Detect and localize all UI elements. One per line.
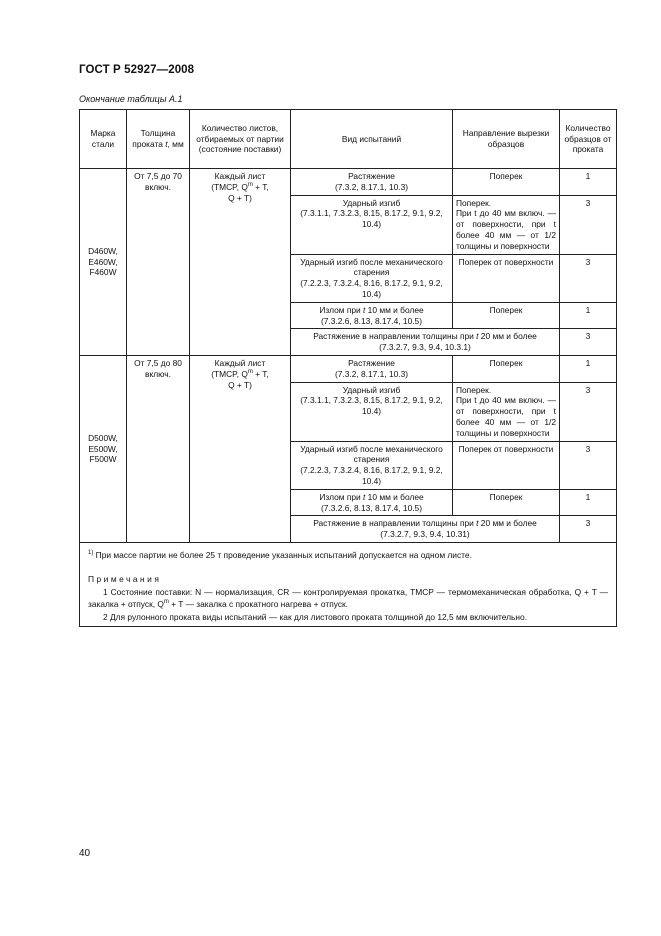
- count-cell: 3: [560, 516, 617, 543]
- direction-cell: Поперек: [453, 302, 560, 329]
- count-cell: 3: [560, 254, 617, 302]
- header-test-type: Вид испытаний: [291, 110, 453, 169]
- table-header-row: [80, 110, 617, 169]
- notes-row: [80, 542, 617, 627]
- header-count: Количество образцов от проката: [560, 110, 617, 169]
- direction-cell: Поперек. При t до 40 мм включ. — от поверхности, при t более 40 мм — от 1/2 толщины и поверхности: [453, 382, 560, 441]
- count-cell: 3: [560, 195, 617, 254]
- test-type-cell: Ударный изгиб (7.3.1.1, 7.3.2.3, 8.15, 8.17.2, 9.1, 9.2, 10.4): [291, 382, 453, 441]
- footnote: $^{1)}$ При массе партии не более 25 т проведение указанных испытаний допускается на одном листе.: [88, 549, 472, 560]
- count-cell: 1: [560, 489, 617, 516]
- direction-cell: Поперек: [453, 169, 560, 196]
- direction-cell: Поперек от поверхности: [453, 254, 560, 302]
- test-type-cell: Ударный изгиб после механического старения (7.2.2.3, 7.3.2.4, 8.16, 8.17.2, 9.1, 9.2, 10.4): [291, 254, 453, 302]
- direction-cell: Поперек: [453, 355, 560, 382]
- table-row: [80, 355, 617, 382]
- header-direction: Направление вырезки образцов: [453, 110, 560, 169]
- count-cell: 1: [560, 169, 617, 196]
- direction-cell: Поперек: [453, 489, 560, 516]
- test-type-cell: Излом при t 10 мм и более (7.3.2.6, 8.13, 8.17.4, 10.5): [291, 302, 453, 329]
- count-cell: 1: [560, 355, 617, 382]
- grade-cell: D500W, E500W, F500W: [80, 355, 127, 542]
- count-cell: 1: [560, 302, 617, 329]
- header-thickness: Толщина проката t, мм: [127, 110, 190, 169]
- count-cell: 3: [560, 441, 617, 489]
- document-header: ГОСТ Р 52927—2008: [79, 64, 195, 76]
- sheets-cell: Каждый лист (TMCP, $Q^m + T$, Q + T): [190, 169, 291, 356]
- direction-cell: Поперек от поверхности: [453, 441, 560, 489]
- header-sheets: Количество листов, отбираемых от партии (состояние поставки): [190, 110, 291, 169]
- count-cell: 3: [560, 329, 617, 356]
- count-cell: 3: [560, 382, 617, 441]
- notes-cell: [80, 542, 617, 627]
- table-row: [80, 169, 617, 196]
- test-type-cell: Растяжение в направлении толщины при t 20 мм и более (7.3.2.7, 9.3, 9.4, 10.31): [291, 516, 560, 543]
- direction-cell: Поперек. При t до 40 мм включ. — от поверхности, при t более 40 мм — от 1/2 толщины и поверхности: [453, 195, 560, 254]
- test-type-cell: Излом при t 10 мм и более (7.3.2.6, 8.13, 8.17.4, 10.5): [291, 489, 453, 516]
- sheets-cell: Каждый лист (TMCP, $Q^m + T$, Q + T): [190, 355, 291, 542]
- table-caption: Окончание таблицы А.1: [79, 94, 183, 104]
- test-type-cell: Растяжение в направлении толщины при t 20 мм и более (7.3.2.7, 9.3, 9.4, 10.3.1): [291, 329, 560, 356]
- note-2: 2 Для рулонного проката виды испытаний — как для листового проката толщиной до 12,5 мм включительно.: [103, 611, 528, 622]
- test-type-cell: Растяжение (7.3.2, 8.17.1, 10.3): [291, 355, 453, 382]
- notes-title: Примечания: [88, 574, 162, 585]
- thickness-cell: От 7,5 до 70 включ.: [127, 169, 190, 356]
- header-grade: Марка стали: [80, 110, 127, 169]
- test-requirements-table: [79, 109, 617, 627]
- grade-cell: D460W, E460W, F460W: [80, 169, 127, 356]
- thickness-cell: От 7,5 до 80 включ.: [127, 355, 190, 542]
- note-1: 1 Состояние поставки: N — нормализация, CR — контролируемая прокатка, TMCP — термомеханическая обработка, Q + T — закалка + отпуск, $Q^m + T$ — закалка с прокатного нагрева + отпуск.: [88, 586, 608, 610]
- test-type-cell: Растяжение (7.3.2, 8.17.1, 10.3): [291, 169, 453, 196]
- test-type-cell: Ударный изгиб после механического старения (7.2.2.3, 7.3.2.4, 8.16, 8.17.2, 9.1, 9.2, 10.4): [291, 441, 453, 489]
- test-type-cell: Ударный изгиб (7.3.1.1, 7.3.2.3, 8.15, 8.17.2, 9.1, 9.2, 10.4): [291, 195, 453, 254]
- page-number: 40: [79, 848, 91, 859]
